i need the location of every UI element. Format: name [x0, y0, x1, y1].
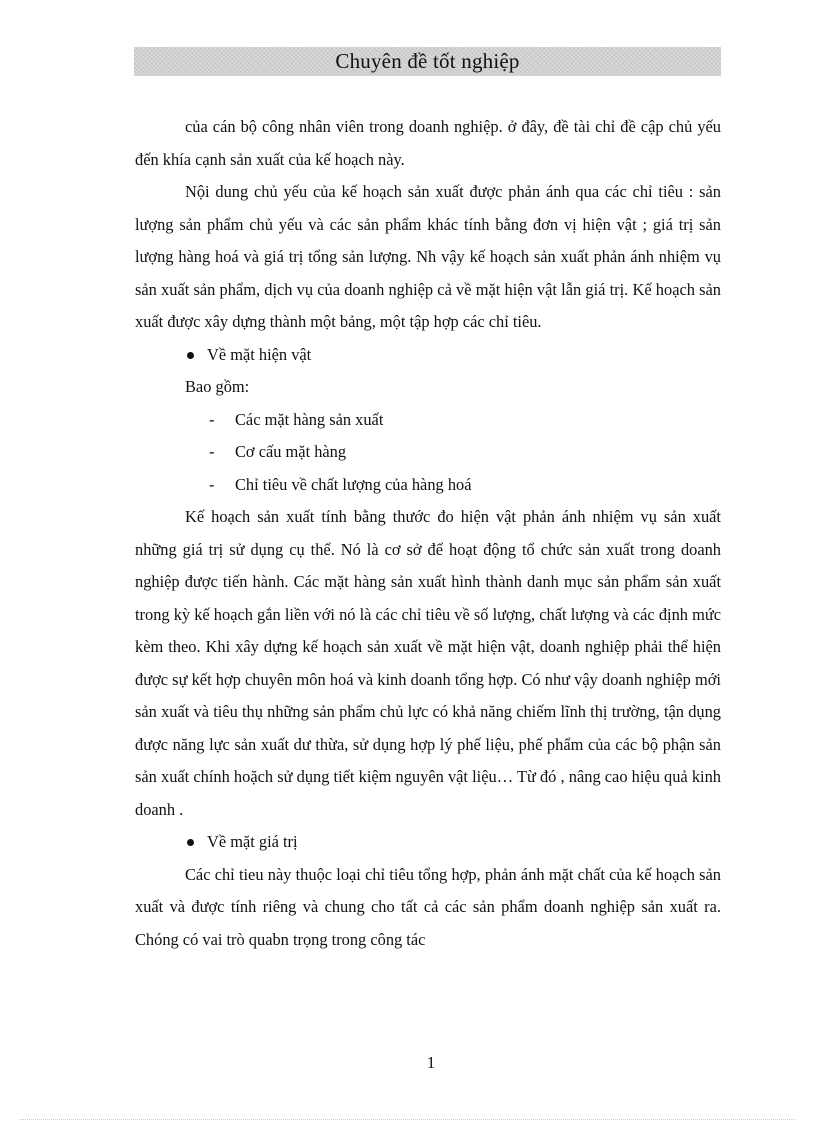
paragraph-3: Kế hoạch sản xuất tính bằng thước đo hiện vật phản ánh nhiệm vụ sản xuất những giá trị sử dụng cụ thể. Nó là cơ sở để hoạt động tổ chức sản xuất trong doanh nghiệp được tiến hành. Các mặt hàng sản xuất hình thành danh mục sản phẩm sản xuất trong kỳ kế hoạch gắn liền với nó là các chỉ tiêu về số lượng, chất lượng và các định mức kèm theo. Khi xây dựng kế hoạch sản xuất về mặt hiện vật, doanh nghiệp phải thể hiện được sự kết hợp chuyên môn hoá và kinh doanh tổng hợp. Có như vậy doanh nghiệp mới sản xuất và tiêu thụ những sản phẩm chủ lực có khả năng chiếm lĩnh thị trường, tận dụng được năng lực sản xuất dư thừa, sử dụng hợp lý phế liệu, phế phẩm của các bộ phận sản sản xuất chính hoặch sử dụng tiết kiệm nguyên vật liệu… Từ đó , nâng cao hiệu quả kinh doanh . — [135, 507, 721, 819]
document-title: Chuyên đề tốt nghiệp — [335, 49, 520, 73]
bullet-label: Về mặt giá trị — [207, 832, 298, 851]
page-number: 1 — [426, 1053, 436, 1072]
dash-icon: - — [209, 474, 215, 494]
paragraph-2: Nội dung chủ yếu của kế hoạch sản xuất được phản ánh qua các chỉ tiêu : sản lượng sản phẩm chủ yếu và các sản phẩm khác tính bằng đơn vị hiện vật ; giá trị sản lượng hàng hoá và giá trị tổng sản lượng. Nh vậy kế hoạch sản xuất phản ánh nhiệm vụ sản xuất sản phẩm, dịch vụ của doanh nghiệp cả về mặt hiện vật lẫn giá trị. Kế hoạch sản xuất được xây dựng thành một bảng, một tập hợp các chỉ tiêu. — [135, 182, 721, 331]
dash-item — [135, 404, 721, 437]
dash-item-label: Các mặt hàng sản xuất — [235, 409, 384, 429]
document-body — [135, 111, 721, 956]
dash-item-label: Chỉ tiêu về chất lượng của hàng hoá — [235, 474, 472, 494]
dash-item-label: Cơ cấu mặt hàng — [235, 442, 347, 461]
page-header — [134, 47, 721, 76]
page-bottom-divider — [20, 1119, 796, 1120]
dash-item — [135, 436, 721, 469]
paragraph-1: của cán bộ công nhân viên trong doanh nghiệp. ở đây, đề tài chỉ đề cập chủ yếu đến khía cạnh sản xuất của kế hoạch này. — [135, 117, 721, 169]
bullet-icon — [187, 839, 194, 846]
bullet-icon — [187, 352, 194, 359]
dash-icon: - — [209, 409, 215, 429]
bullet-item-physical — [135, 339, 721, 372]
paragraph-4: Các chỉ tieu này thuộc loại chỉ tiêu tổng hợp, phản ánh mặt chất của kế hoạch sản xuất và được tính riêng và chung cho tất cả các sản phẩm doanh nghiệp sản xuất ra. Chóng có vai trò quabn trọng trong công tác — [135, 864, 721, 949]
dash-item — [135, 469, 721, 502]
bullet-item-value — [135, 826, 721, 859]
dash-icon: - — [209, 442, 215, 461]
includes-label: Bao gồm: — [185, 377, 250, 396]
bullet-label: Về mặt hiện vật — [207, 344, 312, 364]
